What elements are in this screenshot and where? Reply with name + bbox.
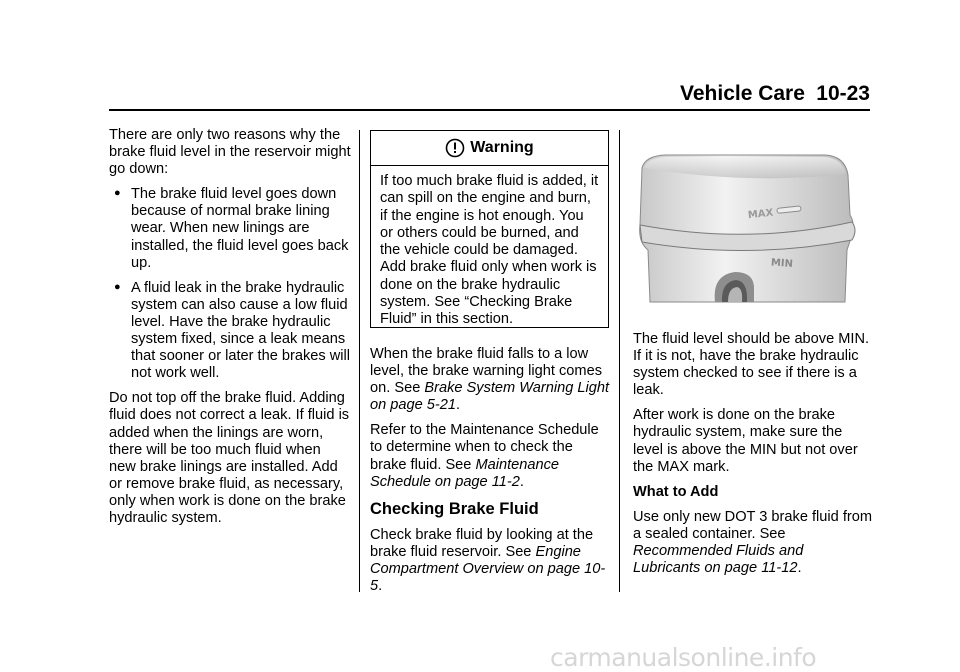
body-paragraph: Refer to the Maintenance Schedule to determine when to check the brake fluid. See Maintenance Schedule on page 11-2.	[370, 422, 599, 490]
bullet-text: A fluid leak in the brake hydraulic system can also cause a low fluid level. Have the brake hydraulic system fixed, since a leak means that sooner or later the brakes will not work well.	[131, 279, 351, 382]
page-header	[680, 82, 870, 108]
warning-icon	[445, 138, 465, 158]
page-number: 10-23	[816, 82, 870, 105]
brake-fluid-reservoir-image	[620, 150, 880, 305]
list-item	[109, 186, 351, 271]
bullet-icon: ●	[114, 187, 121, 200]
cross-reference-link[interactable]: Brake System Warning Light on page 5-21	[370, 380, 610, 414]
body-paragraph: After work is done on the brake hydraulic system, make sure the level is above the MIN but not over the MAX mark.	[633, 407, 858, 475]
warning-box	[370, 130, 609, 328]
warning-text: If too much brake fluid is added, it can spill on the engine and burn, if the engine is hot enough. You or others could be burned, and the vehicle could be damaged. Add brake fluid only when work is done on the brake hydraulic system. See “Checking Brake Fluid” in this section.	[380, 173, 599, 328]
body-paragraph: When the brake fluid falls to a low level, the brake warning light comes on. See Brake System Warning Light on page 5-21.	[370, 346, 610, 414]
min-label: MIN	[770, 257, 794, 270]
section-title: Vehicle Care	[680, 82, 805, 105]
body-paragraph: Use only new DOT 3 brake fluid from a sealed container. See Recommended Fluids and Lubricants on page 11-12.	[633, 508, 873, 577]
cross-reference-link[interactable]: Recommended Fluids and Lubricants on page 11-12	[633, 543, 804, 577]
body-paragraph: Do not top off the brake fluid. Adding fluid does not correct a leak. If fluid is added when the linings are worn, there will be too much fluid when new brake linings are installed. Add or remove brake fluid, as necessary, only when work is done on the brake hydraulic system.	[109, 390, 350, 526]
header-rule	[109, 109, 870, 111]
max-label: MAX	[747, 207, 774, 222]
column-middle	[370, 346, 610, 603]
watermark: carmanualsonline.info	[550, 643, 817, 672]
intro-paragraph: There are only two reasons why the brake fluid level in the reservoir might go down:	[109, 127, 351, 178]
body-paragraph: Check brake fluid by looking at the brake fluid reservoir. See Engine Compartment Overview on page 10-5.	[370, 526, 606, 595]
cross-reference-link[interactable]: Maintenance Schedule on page 11-2	[370, 456, 560, 490]
list-item	[109, 280, 351, 383]
column-right	[633, 331, 873, 585]
bullet-icon: ●	[114, 280, 121, 293]
bullet-text: The brake fluid level goes down because of normal brake lining wear. When new linings are installed, the fluid level goes back up.	[131, 186, 349, 271]
body-paragraph: The fluid level should be above MIN. If it is not, have the brake hydraulic system checked to see if there is a leak.	[633, 331, 870, 399]
section-heading: Checking Brake Fluid	[370, 499, 539, 518]
cross-reference-link[interactable]: Engine Compartment Overview on page 10-5	[370, 543, 606, 595]
warning-header	[371, 131, 608, 166]
subheading: What to Add	[633, 483, 719, 500]
warning-title: Warning	[470, 139, 534, 156]
column-left	[109, 127, 351, 535]
column-divider	[359, 130, 360, 592]
